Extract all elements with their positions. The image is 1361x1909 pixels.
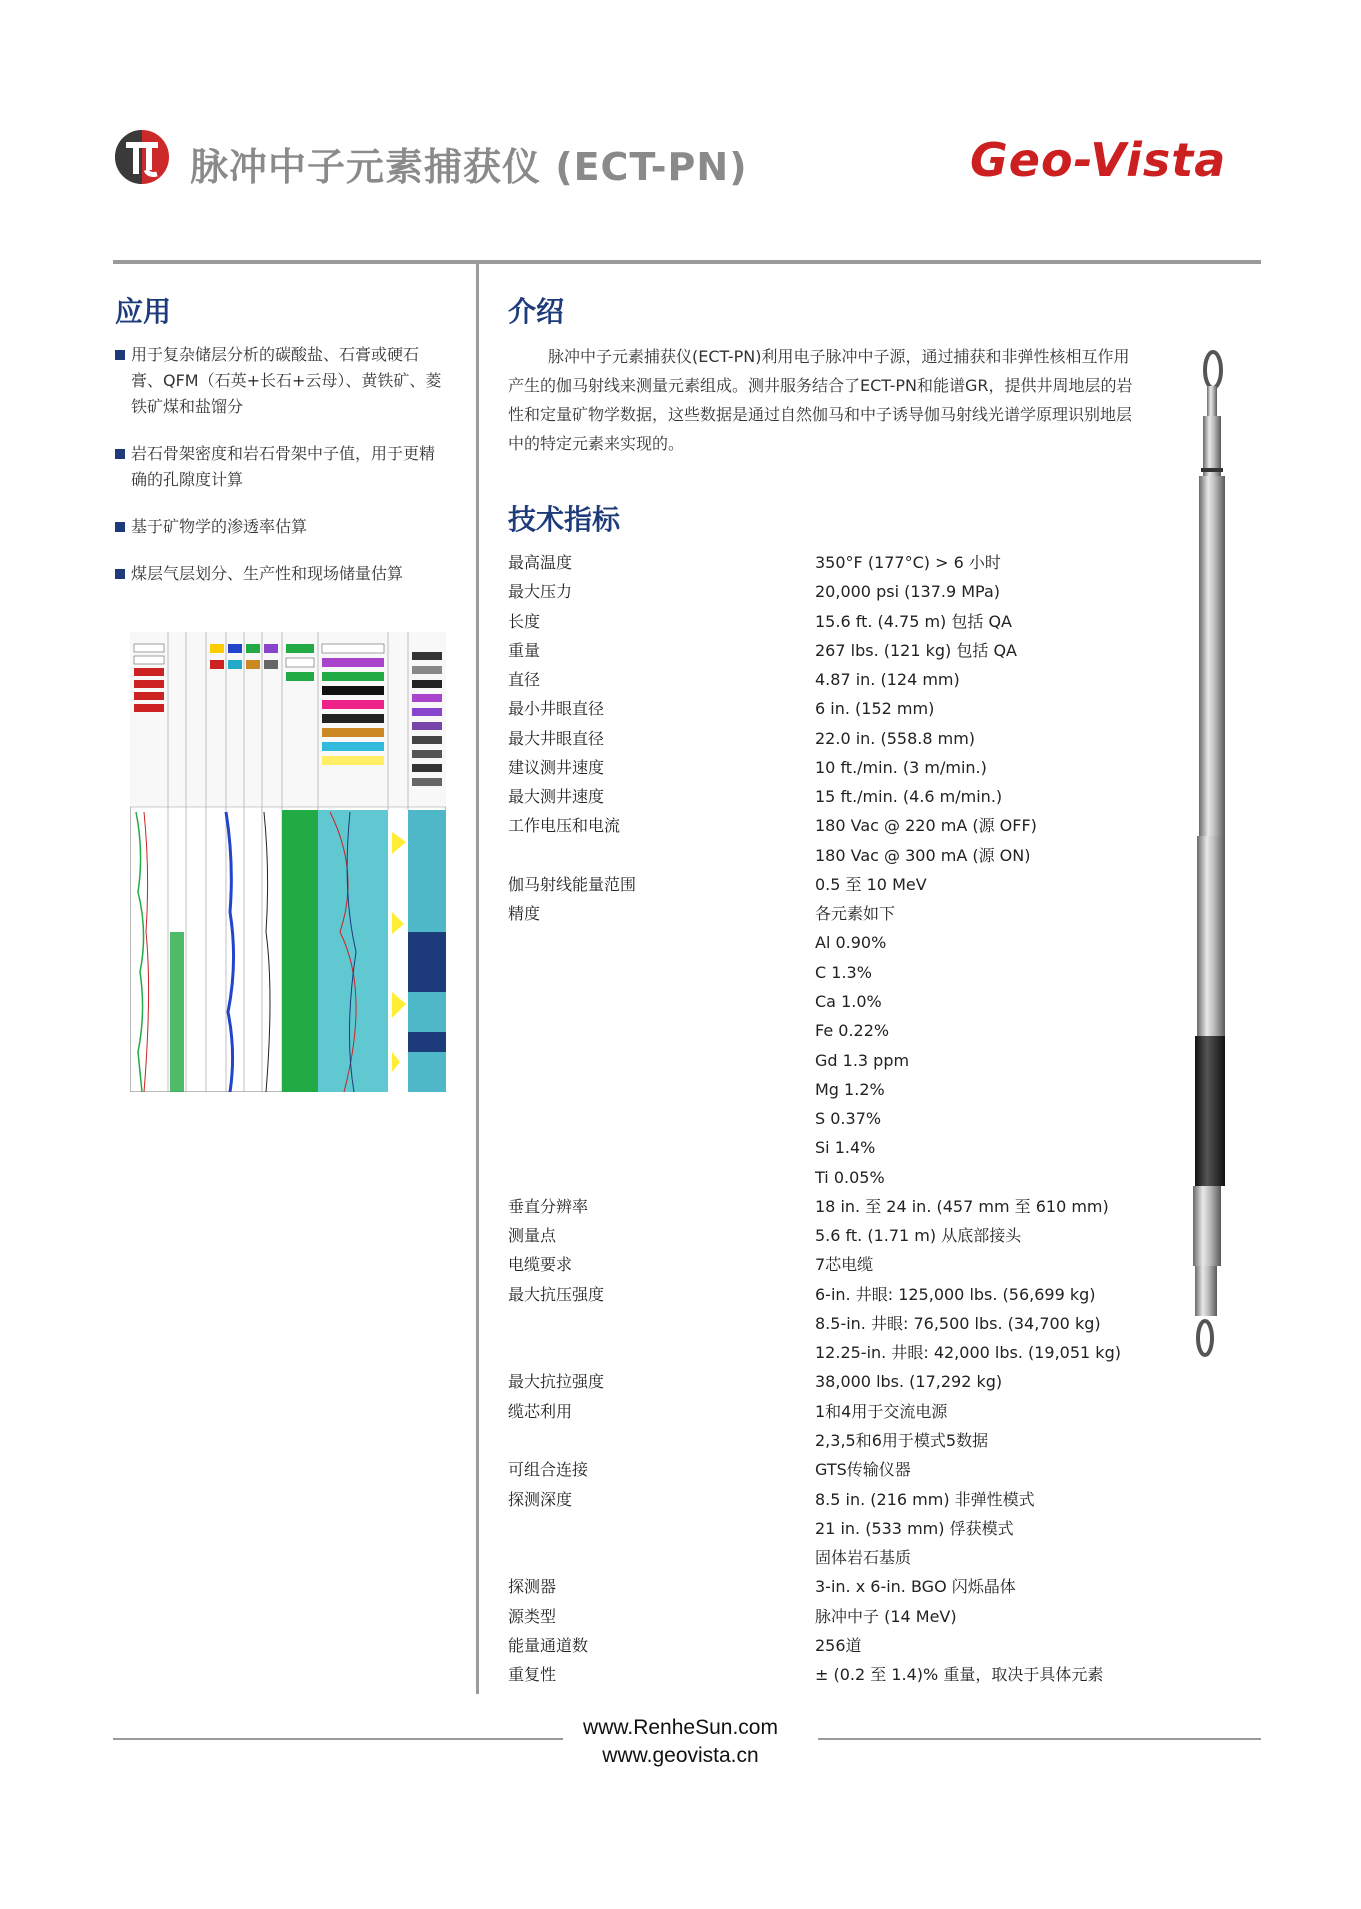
spec-label: 最大压力 bbox=[508, 582, 573, 602]
spec-value: Ca 1.0% bbox=[815, 991, 882, 1011]
spec-row bbox=[508, 1543, 1148, 1572]
spec-label: 最大抗压强度 bbox=[508, 1284, 605, 1304]
spec-value: 1和4用于交流电源 bbox=[815, 1401, 948, 1421]
spec-row bbox=[508, 694, 1148, 723]
spec-row bbox=[508, 958, 1148, 987]
spec-row bbox=[508, 1485, 1148, 1514]
spec-row bbox=[508, 1133, 1148, 1162]
spec-value: 15 ft./min. (4.6 m/min.) bbox=[815, 787, 1003, 807]
spec-row bbox=[508, 1338, 1148, 1367]
spec-row bbox=[508, 1016, 1148, 1045]
column-divider bbox=[476, 264, 479, 1694]
spec-row bbox=[508, 1426, 1148, 1455]
spec-value: 5.6 ft. (1.71 m) 从底部接头 bbox=[815, 1226, 1022, 1246]
spec-value: 350°F (177°C) > 6 小时 bbox=[815, 553, 1001, 572]
spec-label: 最大抗拉强度 bbox=[508, 1372, 605, 1392]
spec-row bbox=[508, 1309, 1148, 1338]
spec-value: GTS传输仪器 bbox=[815, 1460, 911, 1480]
spec-value: 10 ft./min. (3 m/min.) bbox=[815, 757, 987, 777]
spec-value: 7芯电缆 bbox=[815, 1255, 874, 1275]
spec-value: 12.25-in. 井眼: 42,000 lbs. (19,051 kg) bbox=[815, 1343, 1121, 1363]
spec-row bbox=[508, 1075, 1148, 1104]
spec-row bbox=[508, 548, 1148, 577]
spec-value: 180 Vac @ 220 mA (源 OFF) bbox=[815, 816, 1037, 836]
spec-row bbox=[508, 841, 1148, 870]
spec-value: 脉冲中子 (14 MeV) bbox=[815, 1606, 957, 1626]
spec-row bbox=[508, 811, 1148, 840]
spec-row bbox=[508, 753, 1148, 782]
footer-url-geovista[interactable]: www.geovista.cn bbox=[602, 1744, 759, 1767]
spec-value: S 0.37% bbox=[815, 1109, 882, 1129]
spec-table bbox=[508, 548, 1148, 1689]
spec-label: 重复性 bbox=[508, 1665, 557, 1685]
spec-row bbox=[508, 1192, 1148, 1221]
spec-label: 精度 bbox=[508, 904, 541, 924]
spec-label: 长度 bbox=[508, 611, 541, 631]
company-logo-icon bbox=[113, 128, 171, 186]
spec-row bbox=[508, 1367, 1148, 1396]
spec-label: 垂直分辨率 bbox=[508, 1196, 589, 1216]
intro-text: 脉冲中子元素捕获仪(ECT-PN)利用电子脉冲中子源，通过捕获和非弹性核相互作用产生的伽马射线来测量元素组成。测井服务结合了ECT-PN和能谱GR，提供井周地层的岩性和定量矿物学数据，这些数据是通过自然伽马和中子诱导伽马射线光谱学原理识别地层中的特定元素来实现的。 bbox=[508, 347, 1133, 453]
spec-value: Al 0.90% bbox=[815, 933, 887, 953]
spec-row bbox=[508, 928, 1148, 957]
spec-row bbox=[508, 1572, 1148, 1601]
spec-value: Mg 1.2% bbox=[815, 1079, 885, 1099]
spec-value: 267 lbs. (121 kg) 包括 QA bbox=[815, 640, 1017, 660]
spec-label: 电缆要求 bbox=[508, 1255, 573, 1275]
spec-label: 建议测井速度 bbox=[508, 757, 605, 777]
spec-value: 各元素如下 bbox=[815, 904, 896, 924]
spec-value: 15.6 ft. (4.75 m) 包括 QA bbox=[815, 611, 1013, 631]
list-item: 岩石骨架密度和岩石骨架中子值，用于更精确的孔隙度计算 bbox=[115, 441, 445, 493]
spec-row bbox=[508, 1397, 1148, 1426]
spec-value: C 1.3% bbox=[815, 962, 872, 982]
spec-row bbox=[508, 987, 1148, 1016]
tool-image bbox=[1175, 350, 1235, 1360]
spec-label: 伽马射线能量范围 bbox=[508, 874, 637, 894]
spec-row bbox=[508, 782, 1148, 811]
spec-value: 固体岩石基质 bbox=[815, 1548, 912, 1568]
spec-label: 最高温度 bbox=[508, 553, 573, 572]
spec-row bbox=[508, 1455, 1148, 1484]
spec-value: Fe 0.22% bbox=[815, 1021, 890, 1041]
spec-label: 最小井眼直径 bbox=[508, 699, 605, 719]
applications-heading: 应用 bbox=[115, 295, 172, 328]
spec-row bbox=[508, 724, 1148, 753]
spec-label: 直径 bbox=[508, 670, 541, 690]
spec-value: ± (0.2 至 1.4)% 重量，取决于具体元素 bbox=[815, 1665, 1104, 1685]
spec-row bbox=[508, 899, 1148, 928]
spec-row bbox=[508, 665, 1148, 694]
list-item: 煤层气层划分、生产性和现场储量估算 bbox=[115, 561, 445, 587]
spec-value: Si 1.4% bbox=[815, 1138, 876, 1158]
spec-label: 探测深度 bbox=[508, 1489, 573, 1509]
spec-row bbox=[508, 1280, 1148, 1309]
spec-row bbox=[508, 1221, 1148, 1250]
applications-list bbox=[115, 342, 445, 608]
spec-value: 0.5 至 10 MeV bbox=[815, 874, 927, 894]
spec-row bbox=[508, 1046, 1148, 1075]
spec-value: 21 in. (533 mm) 俘获模式 bbox=[815, 1518, 1014, 1538]
spec-value: Ti 0.05% bbox=[815, 1167, 885, 1187]
spec-value: 6 in. (152 mm) bbox=[815, 699, 935, 719]
spec-value: 256道 bbox=[815, 1635, 862, 1655]
spec-value: Gd 1.3 ppm bbox=[815, 1050, 910, 1070]
spec-row bbox=[508, 1514, 1148, 1543]
spec-value: 4.87 in. (124 mm) bbox=[815, 670, 960, 690]
spec-label: 测量点 bbox=[508, 1226, 557, 1246]
spec-value: 2,3,5和6用于模式5数据 bbox=[815, 1430, 989, 1450]
spec-value: 8.5-in. 井眼: 76,500 lbs. (34,700 kg) bbox=[815, 1313, 1101, 1333]
spec-label: 缆芯利用 bbox=[508, 1401, 573, 1421]
spec-row bbox=[508, 1250, 1148, 1279]
spec-row bbox=[508, 1660, 1148, 1689]
spec-row bbox=[508, 577, 1148, 606]
footer-url-renhesun[interactable]: www.RenheSun.com bbox=[583, 1716, 778, 1739]
spec-row bbox=[508, 1104, 1148, 1133]
spec-row bbox=[508, 636, 1148, 665]
spec-label: 能量通道数 bbox=[508, 1635, 589, 1655]
spec-row bbox=[508, 870, 1148, 899]
spec-row bbox=[508, 1163, 1148, 1192]
header-divider bbox=[113, 260, 1261, 264]
spec-label: 可组合连接 bbox=[508, 1460, 589, 1480]
specs-heading: 技术指标 bbox=[508, 503, 621, 536]
spec-row bbox=[508, 607, 1148, 636]
spec-row bbox=[508, 1631, 1148, 1660]
list-item: 基于矿物学的渗透率估算 bbox=[115, 514, 445, 540]
page-title: 脉冲中子元素捕获仪 (ECT-PN) bbox=[190, 145, 748, 189]
spec-value: 3-in. x 6-in. BGO 闪烁晶体 bbox=[815, 1577, 1016, 1597]
spec-label: 重量 bbox=[508, 640, 541, 660]
well-log-image bbox=[130, 632, 446, 1092]
intro-heading: 介绍 bbox=[508, 295, 565, 328]
spec-value: 20,000 psi (137.9 MPa) bbox=[815, 582, 1001, 602]
spec-label: 最大井眼直径 bbox=[508, 728, 605, 748]
spec-value: 38,000 lbs. (17,292 kg) bbox=[815, 1372, 1003, 1392]
brand-logo-text: Geo-Vista bbox=[970, 133, 1227, 187]
spec-label: 最大测井速度 bbox=[508, 787, 605, 807]
spec-value: 8.5 in. (216 mm) 非弹性模式 bbox=[815, 1489, 1035, 1509]
spec-value: 180 Vac @ 300 mA (源 ON) bbox=[815, 845, 1031, 865]
spec-label: 工作电压和电流 bbox=[508, 816, 621, 836]
spec-label: 源类型 bbox=[508, 1606, 557, 1626]
spec-value: 22.0 in. (558.8 mm) bbox=[815, 728, 976, 748]
spec-row bbox=[508, 1602, 1148, 1631]
spec-value: 6-in. 井眼: 125,000 lbs. (56,699 kg) bbox=[815, 1284, 1096, 1304]
spec-value: 18 in. 至 24 in. (457 mm 至 610 mm) bbox=[815, 1196, 1109, 1216]
list-item: 用于复杂储层分析的碳酸盐、石膏或硬石膏、QFM（石英+长石+云母）、黄铁矿、菱铁矿煤和盐馏分 bbox=[115, 342, 445, 420]
spec-label: 探测器 bbox=[508, 1577, 557, 1597]
